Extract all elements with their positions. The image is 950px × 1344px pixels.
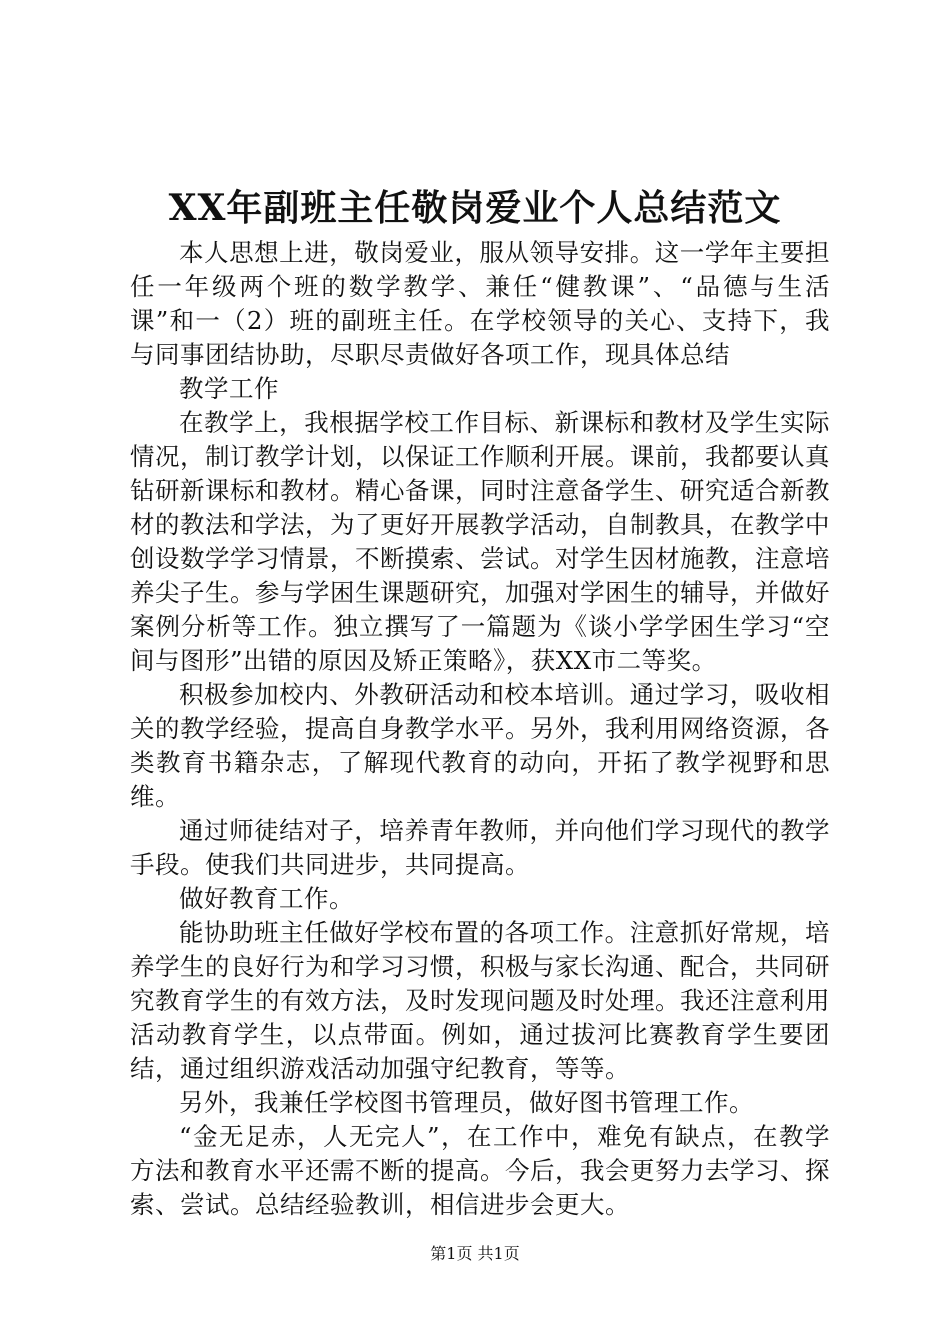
paragraph-research: 积极参加校内、外教研活动和校本培训。通过学习，吸收相关的教学经验，提高自身教学水平。另外，我利用网络资源，各类教育书籍杂志，了解现代教育的动向，开拓了教学视野和思维。: [130, 680, 830, 811]
paragraph-library: 另外，我兼任学校图书管理员，做好图书管理工作。: [179, 1088, 754, 1117]
document-body: [130, 236, 830, 1222]
page-title: XX年副班主任敬岗爱业个人总结范文: [168, 187, 782, 229]
paragraph-intro: 本人思想上进，敬岗爱业，服从领导安排。这一学年主要担任一年级两个班的数学教学、兼任“健教课”、“品德与生活课”和一（2）班的副班主任。在学校领导的关心、支持下，我与同事团结协助，尽职尽责做好各项工作，现具体总结: [130, 238, 830, 369]
paragraph-education: 能协助班主任做好学校布置的各项工作。注意抓好常规，培养学生的良好行为和学习习惯，积极与家长沟通、配合，共同研究教育学生的有效方法，及时发现问题及时处理。我还注意利用活动教育学生，以点带面。例如，通过拔河比赛教育学生要团结，通过组织游戏活动加强守纪教育，等等。: [130, 918, 830, 1083]
page-footer: 第1页 共1页: [430, 1244, 520, 1263]
paragraph-teaching: 在教学上，我根据学校工作目标、新课标和教材及学生实际情况，制订教学计划，以保证工作顺利开展。课前，我都要认真钻研新课标和教材。精心备课，同时注意备学生、研究适合新教材的教法和学法，为了更好开展教学活动，自制教具，在教学中创设数学学习情景，不断摸索、尝试。对学生因材施教，注意培养尖子生。参与学困生课题研究，加强对学困生的辅导，并做好案例分析等工作。独立撰写了一篇题为《谈小学学困生学习“空间与图形”出错的原因及矫正策略》，获XX市二等奖。: [130, 408, 830, 675]
section-heading-teaching: 教学工作: [179, 374, 279, 403]
paragraph-conclusion: “金无足赤，人无完人”，在工作中，难免有缺点，在教学方法和教育水平还需不断的提高。今后，我会更努力去学习、探索、尝试。总结经验教训，相信进步会更大。: [130, 1122, 830, 1219]
paragraph-mentoring: 通过师徒结对子，培养青年教师，并向他们学习现代的教学手段。使我们共同进步，共同提高。: [130, 816, 830, 879]
section-heading-education: 做好教育工作。: [179, 884, 354, 913]
